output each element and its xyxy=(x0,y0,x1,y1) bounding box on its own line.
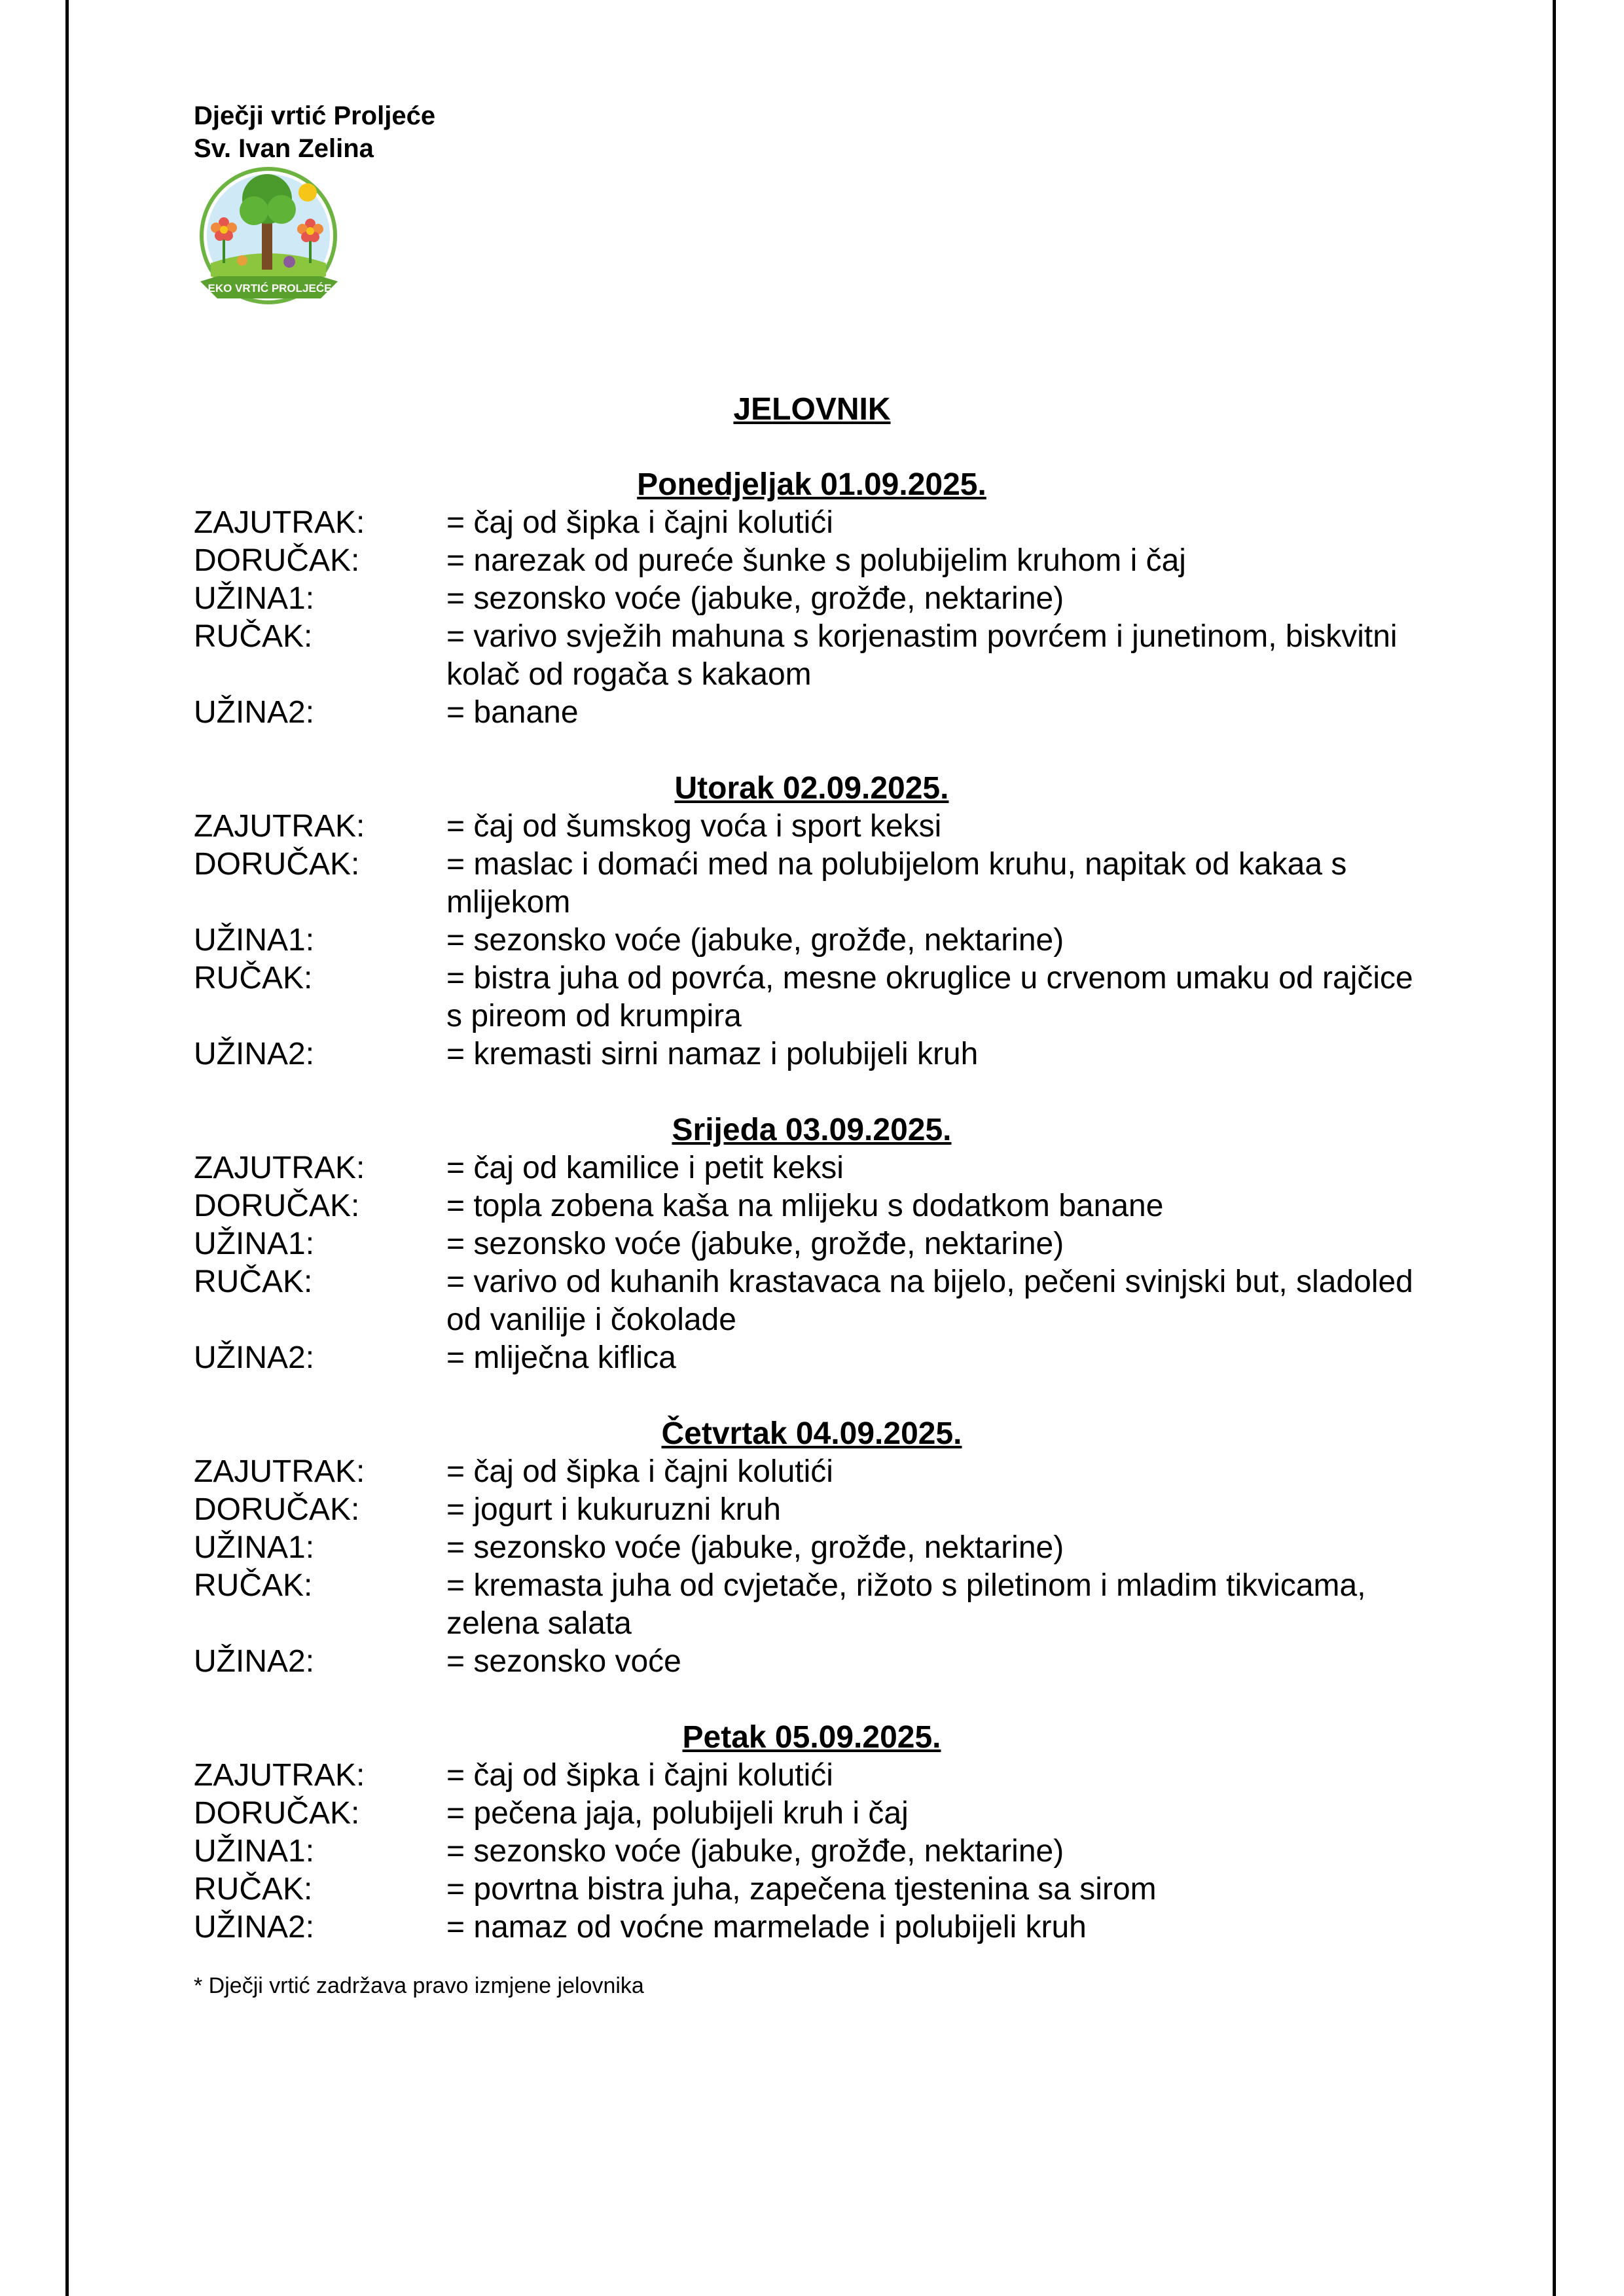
meal-text: = varivo od kuhanih krastavaca na bijelo, pečeni svinjski but, sladoled od vanilije i čokolade xyxy=(446,1265,1413,1337)
meal-uzina1 xyxy=(194,580,1477,618)
meal-label: UŽINA2: xyxy=(194,1037,315,1071)
meal-dorucak xyxy=(194,1187,1477,1225)
meal-label: UŽINA1: xyxy=(194,1834,315,1869)
meal-label: UŽINA2: xyxy=(194,695,315,730)
meal-uzina1 xyxy=(194,1529,1477,1567)
meal-text: = čaj od šipka i čajni kolutići xyxy=(446,1454,833,1489)
page-border-left xyxy=(65,0,69,2296)
meal-zajutrak xyxy=(194,504,1477,542)
meal-label: UŽINA2: xyxy=(194,1340,315,1375)
page-border-right xyxy=(1553,0,1556,2296)
meal-label: RUČAK: xyxy=(194,619,313,654)
meal-zajutrak xyxy=(194,808,1477,846)
meal-dorucak xyxy=(194,542,1477,580)
meal-uzina1 xyxy=(194,922,1477,960)
meal-label: DORUČAK: xyxy=(194,847,360,882)
meal-text: = povrtna bistra juha, zapečena tjestenina sa sirom xyxy=(446,1872,1157,1907)
meal-uzina1 xyxy=(194,1225,1477,1263)
meal-text: = sezonsko voće (jabuke, grožđe, nektarine) xyxy=(446,581,1064,616)
meal-rucak xyxy=(194,1567,1477,1643)
meal-uzina2 xyxy=(194,1339,1477,1377)
menu-title: JELOVNIK xyxy=(733,392,891,427)
meal-text: = namaz od voćne marmelade i polubijeli kruh xyxy=(446,1910,1087,1945)
meal-dorucak xyxy=(194,1795,1477,1833)
meal-label: RUČAK: xyxy=(194,1568,313,1603)
meal-label: DORUČAK: xyxy=(194,543,360,578)
meal-text: = sezonsko voće (jabuke, grožđe, nektarine) xyxy=(446,1834,1064,1869)
meal-label: UŽINA1: xyxy=(194,1227,315,1261)
meal-zajutrak xyxy=(194,1453,1477,1491)
meal-label: ZAJUTRAK: xyxy=(194,505,365,540)
meal-label: ZAJUTRAK: xyxy=(194,1151,365,1185)
meal-uzina2 xyxy=(194,1035,1477,1073)
meal-label: RUČAK: xyxy=(194,1872,313,1907)
logo-ribbon-text: EKO VRTIĆ PROLJEĆE xyxy=(208,282,332,295)
meal-uzina2 xyxy=(194,1909,1477,1946)
meal-text: = čaj od šumskog voća i sport keksi xyxy=(446,809,942,844)
day-title: Četvrtak 04.09.2025. xyxy=(661,1416,962,1451)
meal-dorucak xyxy=(194,1491,1477,1529)
kindergarten-header xyxy=(194,99,435,165)
meal-label: UŽINA2: xyxy=(194,1910,315,1945)
meal-rucak xyxy=(194,1263,1477,1339)
logo-sun xyxy=(298,183,317,202)
meal-rucak xyxy=(194,960,1477,1035)
meal-text: = sezonsko voće (jabuke, grožđe, nektarine) xyxy=(446,923,1064,958)
meal-text: = topla zobena kaša na mlijeku s dodatkom banane xyxy=(446,1189,1164,1223)
meal-label: DORUČAK: xyxy=(194,1189,360,1223)
meal-text: = jogurt i kukuruzni kruh xyxy=(446,1492,781,1527)
meal-text: = sezonsko voće xyxy=(446,1644,681,1679)
day-title: Petak 05.09.2025. xyxy=(682,1720,941,1755)
meal-dorucak xyxy=(194,846,1477,922)
day-tuesday xyxy=(194,770,1477,1073)
meal-uzina2 xyxy=(194,1643,1477,1681)
kindergarten-logo xyxy=(191,165,348,315)
logo-snail-small xyxy=(237,255,247,266)
meal-rucak xyxy=(194,618,1477,694)
meal-uzina1 xyxy=(194,1833,1477,1871)
meal-text: = čaj od šipka i čajni kolutići xyxy=(446,505,833,540)
meal-text: = bistra juha od povrća, mesne okruglice u crvenom umaku od rajčice s pireom od krumpira xyxy=(446,961,1413,1033)
meal-text: = kremasti sirni namaz i polubijeli kruh xyxy=(446,1037,979,1071)
meal-text: = sezonsko voće (jabuke, grožđe, nektarine) xyxy=(446,1227,1064,1261)
meal-label: ZAJUTRAK: xyxy=(194,1758,365,1793)
day-thursday xyxy=(194,1415,1477,1681)
kindergarten-location: Sv. Ivan Zelina xyxy=(194,134,374,163)
meal-label: UŽINA1: xyxy=(194,923,315,958)
meal-label: DORUČAK: xyxy=(194,1796,360,1831)
meal-uzina2 xyxy=(194,694,1477,732)
meal-text: = maslac i domaći med na polubijelom kruhu, napitak od kakaa s mlijekom xyxy=(446,847,1347,920)
meal-label: ZAJUTRAK: xyxy=(194,1454,365,1489)
meal-zajutrak xyxy=(194,1757,1477,1795)
meal-text: = čaj od šipka i čajni kolutići xyxy=(446,1758,833,1793)
meal-text: = narezak od pureće šunke s polubijelim kruhom i čaj xyxy=(446,543,1186,578)
day-wednesday xyxy=(194,1111,1477,1377)
meal-text: = čaj od kamilice i petit keksi xyxy=(446,1151,844,1185)
day-title: Srijeda 03.09.2025. xyxy=(672,1113,952,1147)
meal-label: ZAJUTRAK: xyxy=(194,809,365,844)
meal-rucak xyxy=(194,1871,1477,1909)
meal-text: = varivo svježih mahuna s korjenastim povrćem i junetinom, biskvitni kolač od rogača s kakaom xyxy=(446,619,1398,692)
logo-snail xyxy=(283,256,295,268)
day-monday xyxy=(194,466,1477,732)
weekly-menu xyxy=(194,466,1477,1984)
day-friday xyxy=(194,1719,1477,1946)
day-title: Ponedjeljak 01.09.2025. xyxy=(637,467,986,502)
meal-text: = pečena jaja, polubijeli kruh i čaj xyxy=(446,1796,909,1831)
meal-text: = banane xyxy=(446,695,579,730)
meal-label: UŽINA2: xyxy=(194,1644,315,1679)
meal-text: = mliječna kiflica xyxy=(446,1340,676,1375)
meal-label: RUČAK: xyxy=(194,961,313,996)
meal-text: = kremasta juha od cvjetače, rižoto s piletinom i mladim tikvicama, zelena salata xyxy=(446,1568,1366,1641)
meal-zajutrak xyxy=(194,1149,1477,1187)
meal-label: UŽINA1: xyxy=(194,1530,315,1565)
meal-label: UŽINA1: xyxy=(194,581,315,616)
meal-label: RUČAK: xyxy=(194,1265,313,1299)
meal-label: DORUČAK: xyxy=(194,1492,360,1527)
meal-text: = sezonsko voće (jabuke, grožđe, nektarine) xyxy=(446,1530,1064,1565)
day-title: Utorak 02.09.2025. xyxy=(674,771,949,806)
footnote: * Dječji vrtić zadržava pravo izmjene jelovnika xyxy=(194,1973,644,1998)
kindergarten-name: Dječji vrtić Proljeće xyxy=(194,101,436,130)
